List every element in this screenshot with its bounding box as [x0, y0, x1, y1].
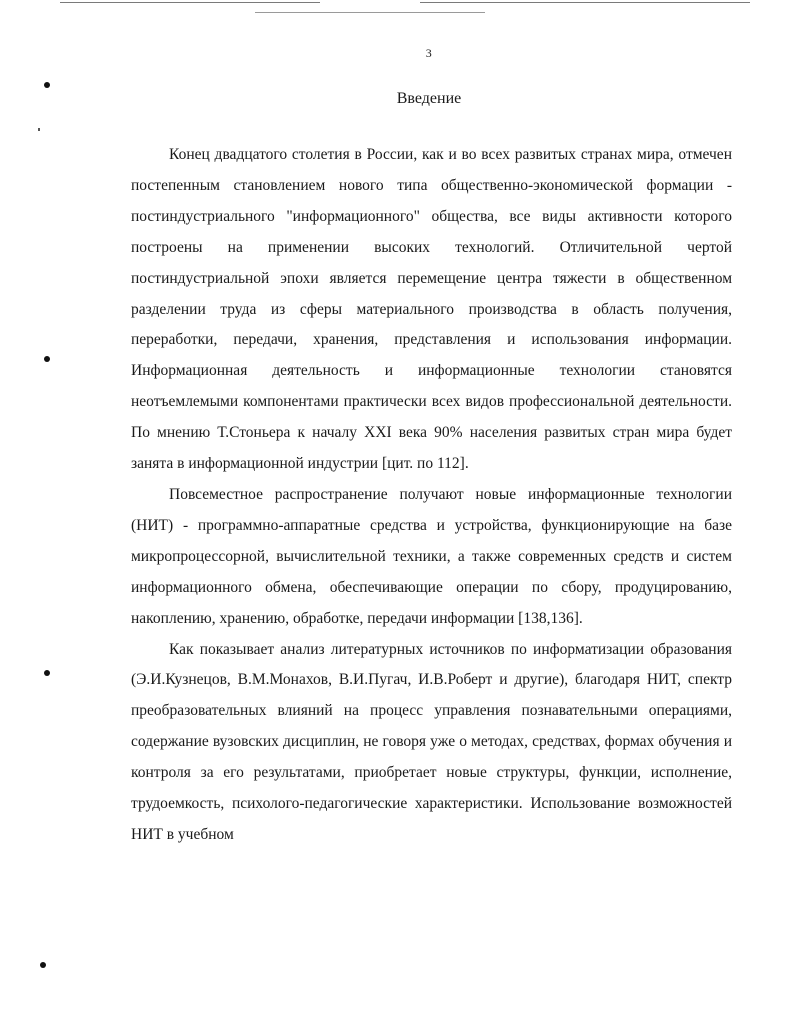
scan-speck — [38, 128, 40, 131]
binder-hole-mark — [44, 82, 50, 88]
scan-edge-line — [60, 2, 320, 3]
paragraph: Повсеместное распространение получают новые информационные технологии (НИТ) - программно-аппаратные средства и устройства, функционирующие на базе микропроцессорной, вычислительной техники, а также современных средств и систем информационного обмена, обеспечивающие операции по сбору, продуцированию, накоплению, хранению, обработке, передачи информации [138,136]. — [131, 485, 732, 627]
page-title: Введение — [396, 90, 462, 107]
paragraph: Конец двадцатого столетия в России, как и во всех развитых странах мира, отмечен постепенным становлением нового типа общественно-экономической формации - постиндустриального "информационного" общества, все виды активности которого построены на применении высоких технологий. Отличительной чертой постиндустриальной эпохи является перемещение центра тяжести в общественном разделении труда из сферы материального производства в область получения, переработки, передачи, хранения, представления и использования информации. Информационная деятельность и информационные технологии становятся неотъемлемыми компонентами практически всех видов профессиональной деятельности. По мнению Т.Стоньера к началу XXI века 90% населения развитых стран мира будет занята в информационной индустрии [цит. по 112]. — [131, 146, 732, 473]
binder-hole-mark — [40, 962, 46, 968]
scan-edge-line — [255, 12, 485, 13]
paragraph: Как показывает анализ литературных источников по информатизации образования (Э.И.Кузнецов, В.М.Монахов, В.И.Пугач, И.В.Роберт и другие), благодаря НИТ, спектр преобразовательных влияний на процесс управления познавательными операциями, содержание вузовских дисциплин, не говоря уже о методах, средствах, формах обучения и контроля за его результатами, приобретает новые структуры, функции, исполнение, трудоемкость, психолого-педагогические характеристики. Использование возможностей НИТ в учебном — [131, 640, 732, 843]
body-text — [131, 140, 732, 851]
scan-edge-line — [420, 2, 750, 3]
page-number: 3 — [425, 46, 433, 60]
binder-hole-mark — [44, 356, 50, 362]
binder-hole-mark — [44, 670, 50, 676]
